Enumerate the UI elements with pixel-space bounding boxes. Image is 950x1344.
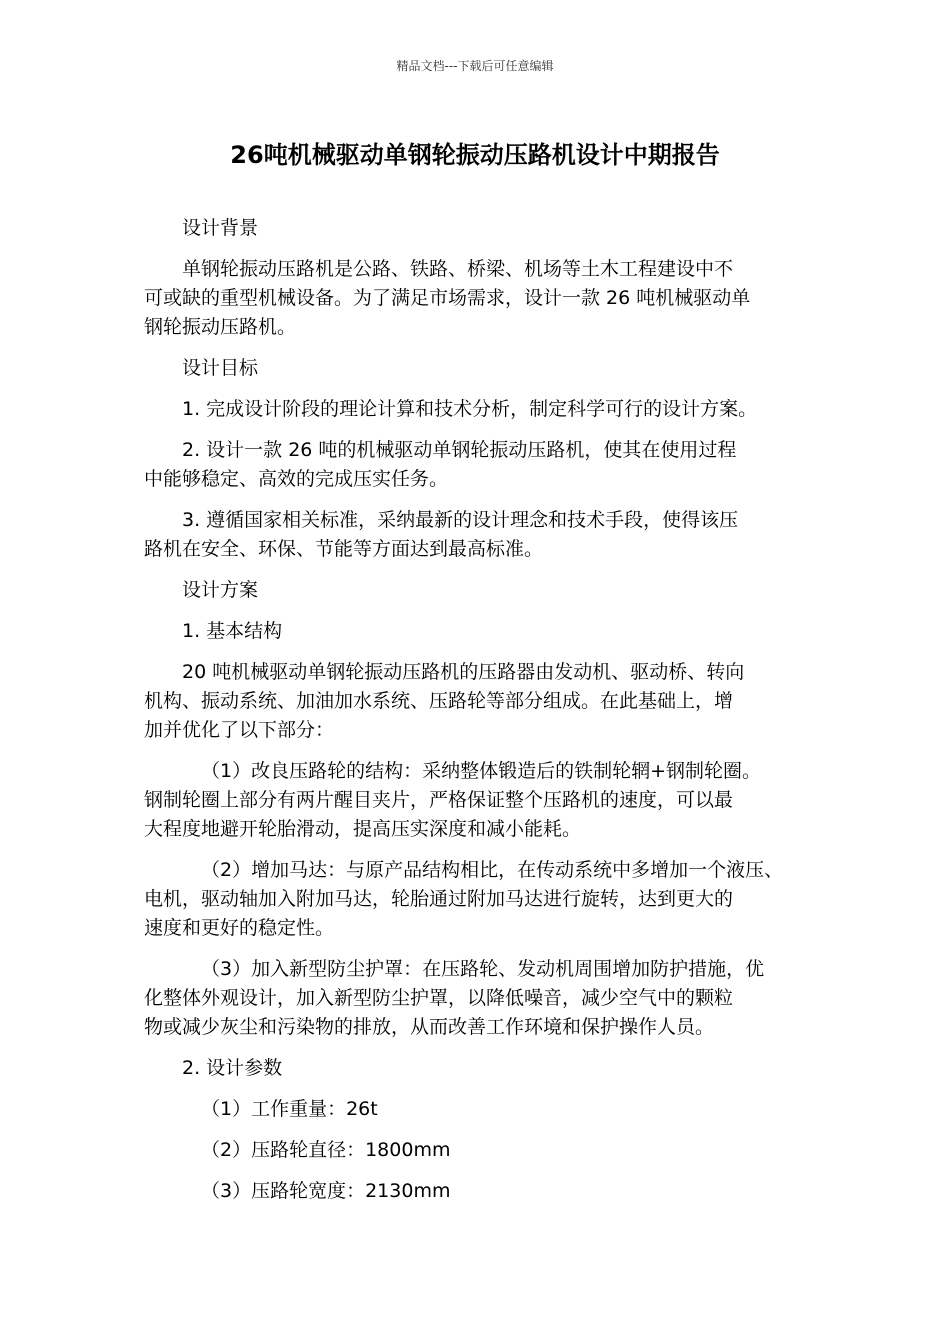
structure-item-1 — [144, 757, 812, 844]
paragraph-line: 3. 遵循国家相关标准，采纳最新的设计理念和技术手段，使得该压 — [182, 509, 739, 531]
paragraph-line: 电机，驱动轴加入附加马达，轮胎通过附加马达进行旋转，达到更大的 — [144, 888, 734, 910]
goal-heading: 设计目标 — [182, 357, 259, 379]
paragraph-line: 路机在安全、环保、节能等方面达到最高标准。 — [144, 538, 544, 560]
paragraph-line: 可或缺的重型机械设备。为了满足市场需求，设计一款 26 吨机械驱动单 — [144, 287, 751, 309]
structure-item-3 — [144, 955, 812, 1042]
param-item-1: （1）工作重量：26t — [201, 1098, 378, 1120]
plan-heading: 设计方案 — [182, 579, 259, 601]
paragraph-line: （3）加入新型防尘护罩：在压路轮、发动机周围增加防护措施，优 — [201, 958, 765, 980]
goal-item-1: 1. 完成设计阶段的理论计算和技术分析，制定科学可行的设计方案。 — [182, 398, 758, 420]
paragraph-line: 单钢轮振动压路机是公路、铁路、桥梁、机场等土木工程建设中不 — [182, 258, 734, 280]
paragraph-line: 大程度地避开轮胎滑动，提高压实深度和减小能耗。 — [144, 818, 582, 840]
structure-paragraph — [144, 658, 812, 745]
paragraph-line: （1）改良压路轮的结构：采纳整体锻造后的铁制轮辋+钢制轮圈。 — [201, 760, 762, 782]
param-item-3: （3）压路轮宽度：2130mm — [201, 1180, 451, 1202]
param-item-2: （2）压路轮直径：1800mm — [201, 1139, 451, 1161]
goal-item-2 — [144, 436, 812, 494]
document-title: 26吨机械驱动单钢轮振动压路机设计中期报告 — [230, 141, 720, 169]
paragraph-line: 钢制轮圈上部分有两片醒目夹片，严格保证整个压路机的速度，可以最 — [144, 789, 734, 811]
goal-item-3 — [144, 506, 812, 564]
params-heading: 2. 设计参数 — [182, 1057, 283, 1079]
structure-heading: 1. 基本结构 — [182, 620, 283, 642]
document-body — [144, 214, 812, 1218]
paragraph-line: 机构、振动系统、加油加水系统、压路轮等部分组成。在此基础上，增 — [144, 690, 734, 712]
paragraph-line: 化整体外观设计，加入新型防尘护罩，以降低噪音，减少空气中的颗粒 — [144, 987, 734, 1009]
paragraph-line: 加并优化了以下部分： — [144, 719, 335, 741]
header-note: 精品文档---下载后可任意编辑 — [396, 59, 554, 73]
background-paragraph — [144, 255, 812, 342]
paragraph-line: （2）增加马达：与原产品结构相比，在传动系统中多增加一个液压、 — [201, 859, 784, 881]
paragraph-line: 2. 设计一款 26 吨的机械驱动单钢轮振动压路机，使其在使用过程 — [182, 439, 737, 461]
paragraph-line: 中能够稳定、高效的完成压实任务。 — [144, 468, 449, 490]
paragraph-line: 速度和更好的稳定性。 — [144, 917, 335, 939]
paragraph-line: 20 吨机械驱动单钢轮振动压路机的压路器由发动机、驱动桥、转向 — [182, 661, 745, 683]
structure-item-2 — [144, 856, 812, 943]
paragraph-line: 钢轮振动压路机。 — [144, 316, 297, 338]
paragraph-line: 物或减少灰尘和污染物的排放，从而改善工作环境和保护操作人员。 — [144, 1016, 715, 1038]
background-heading: 设计背景 — [182, 217, 259, 239]
